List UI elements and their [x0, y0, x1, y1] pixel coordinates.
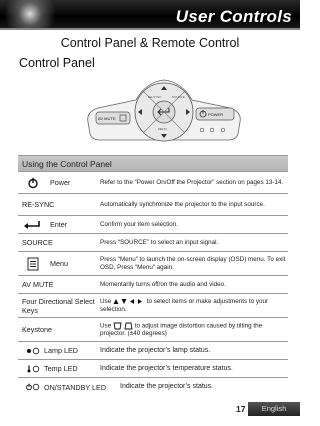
row-label: Lamp LED	[44, 346, 78, 355]
row-description: Indicate the projector’s temperature status.	[100, 364, 233, 372]
enter-icon	[22, 220, 44, 230]
row-description: Confirm your item selection.	[100, 220, 179, 228]
row-label: SOURCE	[22, 238, 53, 247]
row-description: Refer to the “Power On/Off the Projector” section on pages 13-14.	[100, 178, 284, 186]
row-label-cell	[18, 194, 96, 215]
page-number: 17	[236, 404, 246, 414]
description-prefix: Use	[100, 322, 112, 330]
power-label: POWER	[208, 112, 224, 117]
row-description: Indicate the projector’s status.	[120, 383, 214, 391]
row-label: Power	[50, 178, 71, 187]
chapter-title: User Controls	[175, 7, 292, 26]
row-description	[96, 294, 288, 317]
on-standby-led-icon	[26, 383, 40, 391]
row-label: Menu	[50, 259, 68, 268]
table-row-menu	[18, 252, 288, 276]
row-label: ON/STANDBY LED	[44, 382, 107, 392]
keystone-icon	[113, 322, 133, 330]
lamp-led	[210, 128, 214, 132]
row-label-cell	[18, 342, 96, 359]
arrow-keys-icon	[113, 298, 145, 305]
row-label-cell	[18, 378, 116, 396]
row-description: Press “Menu” to launch the on-screen display (OSD) menu. To exit OSD, Press “Menu” again.	[100, 255, 286, 271]
description-suffix: to select items or make adjustments to your selection.	[100, 297, 269, 313]
row-label: Enter	[50, 220, 68, 229]
language-tab: English	[248, 402, 300, 416]
row-label-cell	[18, 360, 96, 377]
table-row-av-mute	[18, 276, 288, 294]
table-row-keystone	[18, 318, 288, 342]
table-row-power	[18, 172, 288, 194]
table-row-temp-led	[18, 360, 288, 378]
table-row-on-standby-led	[18, 378, 288, 396]
row-label-cell	[18, 252, 96, 275]
av-mute-label: AV MUTE	[98, 116, 116, 121]
table-row-directional-keys	[18, 294, 288, 318]
table-row-source	[18, 234, 288, 252]
lamp-led-icon	[26, 347, 40, 355]
re-sync-label: RE-SYNC	[148, 95, 162, 99]
row-description: Press “SOURCE” to select an input signal.	[100, 238, 219, 246]
row-description: Momentarily turns off/on the audio and video.	[100, 280, 226, 288]
table-row-lamp-led	[18, 342, 288, 360]
row-label-cell	[18, 234, 96, 251]
table-heading-row	[18, 156, 288, 172]
menu-icon	[22, 257, 44, 271]
source-label: SOURCE	[172, 95, 185, 99]
description-prefix: Use	[100, 297, 112, 305]
table-row-resync	[18, 194, 288, 216]
row-description	[96, 318, 288, 341]
page-title: Control Panel & Remote Control	[60, 36, 240, 50]
control-panel-table	[18, 155, 288, 396]
row-label: AV MUTE	[22, 280, 54, 289]
row-description: Indicate the projector’s lamp status.	[100, 346, 211, 354]
row-label-cell	[18, 172, 96, 193]
header-stripe	[0, 28, 300, 30]
description-suffix: to adjust image distortion caused by tilting the projector. (±40 degrees)	[100, 322, 263, 337]
row-label-cell	[18, 276, 96, 293]
table-heading: Using the Control Panel	[22, 159, 112, 169]
row-label-cell	[18, 318, 96, 341]
row-label-cell	[18, 294, 96, 317]
row-label-cell	[18, 216, 96, 233]
lens-flare-decoration	[2, 0, 58, 30]
temp-led-icon	[26, 365, 40, 373]
on-standby-led	[200, 128, 204, 132]
row-label: Keystone	[22, 325, 52, 334]
control-panel-illustration	[84, 74, 244, 152]
table-row-enter	[18, 216, 288, 234]
row-label: Four Directional Select Keys	[22, 296, 95, 315]
row-label: Temp LED	[44, 364, 78, 373]
row-label: RE-SYNC	[22, 200, 55, 209]
temp-led	[221, 128, 225, 132]
power-icon	[22, 177, 44, 189]
row-description: Automatically synchronize the projector to the input source.	[100, 200, 265, 208]
section-title: Control Panel	[19, 56, 95, 70]
menu-label: MENU	[158, 127, 167, 131]
header-banner	[0, 0, 300, 30]
